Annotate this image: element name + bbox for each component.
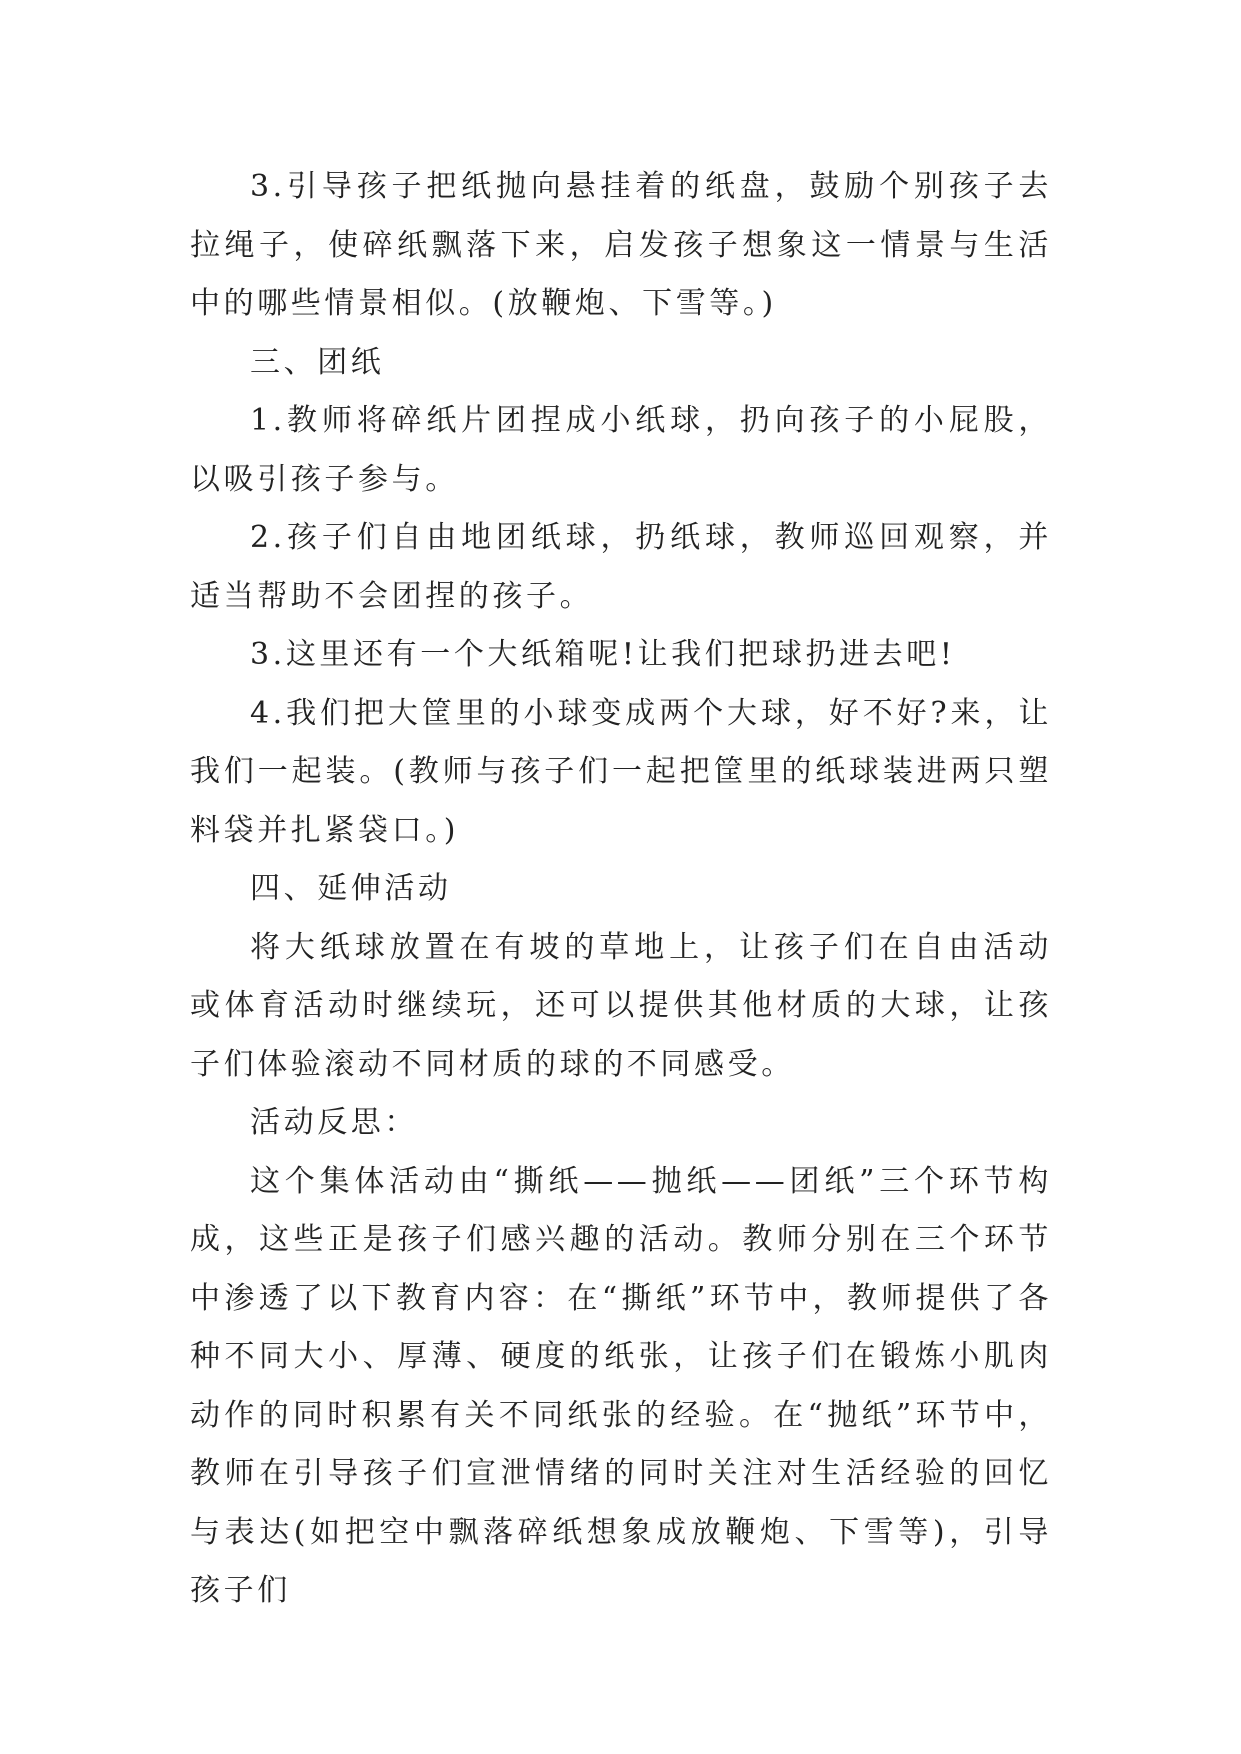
paragraph-step-4-big-balls: 4.我们把大筐里的小球变成两个大球，好不好?来，让我们一起装。(教师与孩子们一起把筐里的纸球装进两只塑料袋并扎紧袋口。) — [190, 695, 1052, 848]
section-heading-extension: 四、延伸活动 — [250, 871, 452, 906]
paragraph-reflection: 这个集体活动由“撕纸——抛纸——团纸”三个环节构成，这些正是孩子们感兴趣的活动。教师分别在三个环节中渗透了以下教育内容：在“撕纸”环节中，教师提供了各种不同大小、厚薄、硬度的纸张，让孩子们在锻炼小肌肉动作的同时积累有关不同纸张的经验。在“抛纸”环节中，教师在引导孩子们宣泄情绪的同时关注对生活经验的回忆与表达(如把空中飘落碎纸想象成放鞭炮、下雪等)，引导孩子们 — [190, 1163, 1052, 1608]
paragraph-step-1-teacher-ball: 1.教师将碎纸片团捏成小纸球，扔向孩子的小屁股，以吸引孩子参与。 — [190, 403, 1052, 497]
section-heading-ball-paper: 三、团纸 — [250, 344, 385, 380]
document-body — [190, 158, 1052, 1621]
section-heading-reflection: 活动反思： — [250, 1105, 418, 1140]
paragraph-step-3-box: 3.这里还有一个大纸箱呢!让我们把球扔进去吧! — [250, 637, 956, 672]
paragraph-step-3-throw-paper: 3.引导孩子把纸抛向悬挂着的纸盘，鼓励个别孩子去拉绳子，使碎纸飘落下来，启发孩子想象这一情景与生活中的哪些情景相似。(放鞭炮、下雪等。) — [190, 169, 1052, 321]
paragraph-step-2-children-ball: 2.孩子们自由地团纸球，扔纸球，教师巡回观察，并适当帮助不会团捏的孩子。 — [190, 520, 1052, 614]
paragraph-extension-activity: 将大纸球放置在有坡的草地上，让孩子们在自由活动或体育活动时继续玩，还可以提供其他材质的大球，让孩子们体验滚动不同材质的球的不同感受。 — [190, 929, 1052, 1082]
